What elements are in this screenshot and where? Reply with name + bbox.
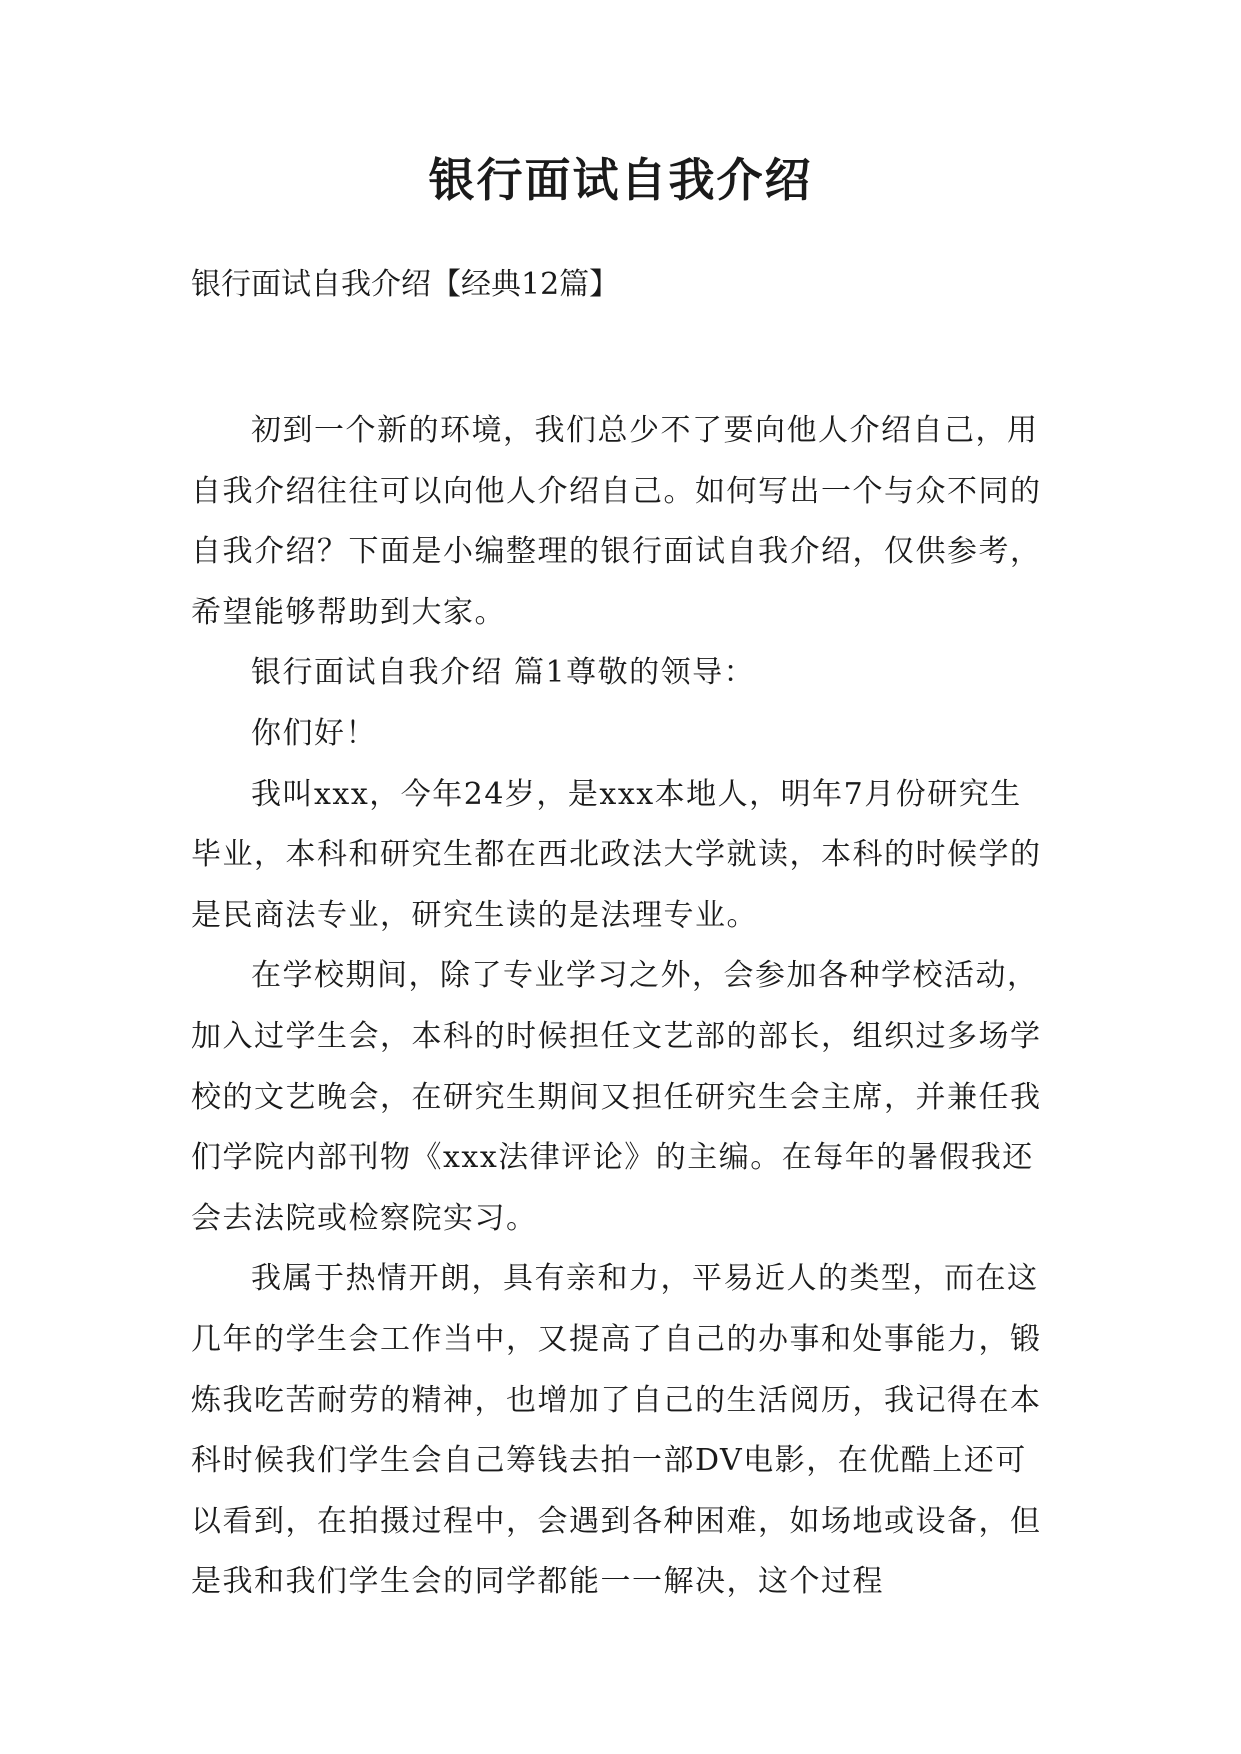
paragraph-activities: 在学校期间，除了专业学习之外，会参加各种学校活动，加入过学生会，本科的时候担任文艺部的部长，组织过多场学校的文艺晚会，在研究生期间又担任研究生会主席，并兼任我们学院内部刊物《xxx法律评论》的主编。在每年的暑假我还会去法院或检察院实习。 bbox=[191, 958, 1042, 1236]
paragraph-background: 我叫xxx，今年24岁，是xxx本地人，明年7月份研究生毕业，本科和研究生都在西北政法大学就读，本科的时候学的是民商法专业，研究生读的是法理专业。 bbox=[191, 776, 1042, 933]
paragraph-intro: 初到一个新的环境，我们总少不了要向他人介绍自己，用自我介绍往往可以向他人介绍自己。如何写出一个与众不同的自我介绍？下面是小编整理的银行面试自我介绍，仅供参考，希望能够帮助到大家。 bbox=[191, 413, 1042, 630]
paragraph-heading-1: 银行面试自我介绍 篇1尊敬的领导： bbox=[251, 655, 756, 691]
paragraph-personality: 我属于热情开朗，具有亲和力，平易近人的类型，而在这几年的学生会工作当中，又提高了自己的办事和处事能力，锻炼我吃苦耐劳的精神，也增加了自己的生活阅历，我记得在本科时候我们学生会自己筹钱去拍一部DV电影，在优酷上还可以看到，在拍摄过程中，会遇到各种困难，如场地或设备，但是我和我们学生会的同学都能一一解决，这个过程 bbox=[191, 1261, 1042, 1600]
document-title: 银行面试自我介绍 bbox=[428, 153, 813, 207]
document-subtitle: 银行面试自我介绍【经典12篇】 bbox=[191, 267, 620, 302]
document-body bbox=[191, 401, 1051, 1613]
paragraph-greeting: 你们好！ bbox=[251, 715, 377, 751]
